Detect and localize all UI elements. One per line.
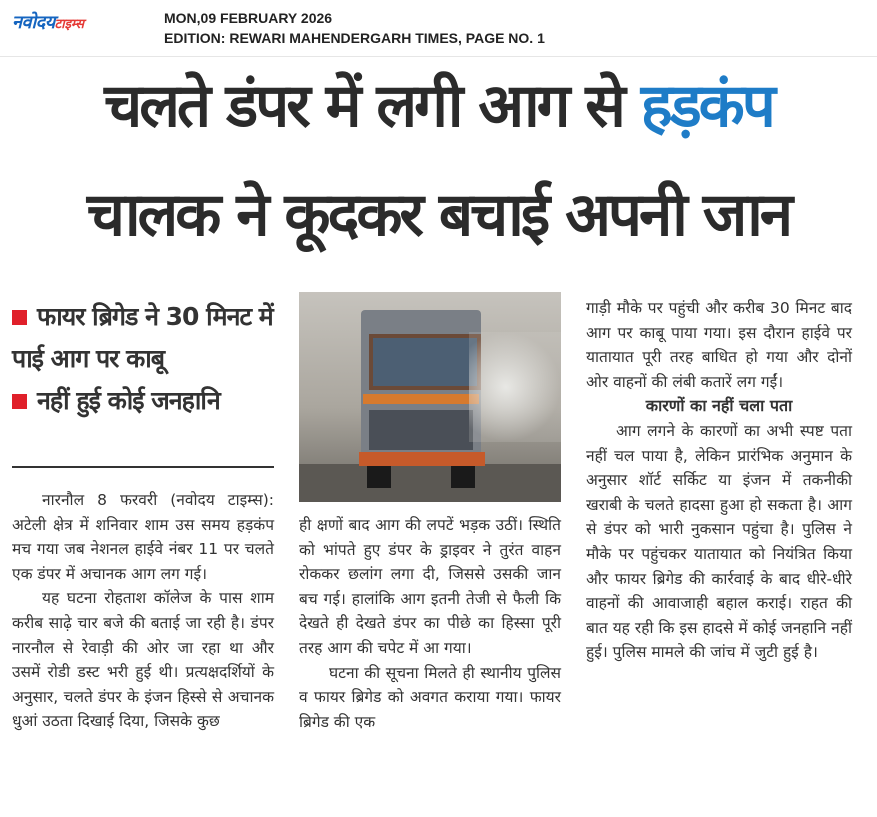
logo-sub-text: टाइम्स [54, 17, 84, 32]
article-paragraph: घटना की सूचना मिलते ही स्थानीय पुलिस व फायर ब्रिगेड को अवगत कराया गया। फायर ब्रिगेड की एक [299, 663, 561, 731]
truck-grill [369, 410, 473, 450]
headline-highlight: हड़कंप [640, 71, 773, 141]
headline-line-1 [0, 64, 877, 148]
red-square-bullet-icon [12, 310, 27, 325]
truck-bumper [359, 452, 485, 466]
highlight-text: फायर ब्रिगेड ने 30 मिनट में पाई आग पर काबू [12, 302, 273, 373]
headline-line-2: चालक ने कूदकर बचाई अपनी जान [86, 180, 791, 250]
page-header [0, 0, 877, 57]
edition-line: EDITION: REWARI MAHENDERGARH TIMES, PAGE NO. 1 [164, 30, 545, 46]
highlight-item [12, 380, 274, 422]
headline-line-1-text: चलते डंपर में लगी आग से [104, 71, 641, 141]
article-paragraph: नारनौल 8 फरवरी (नवोदय टाइम्स): अटेली क्षेत्र में शनिवार शाम उस समय हड़कंप मच गया जब नेशनल हाईवे नंबर 11 पर चलते एक डंपर में अचानक आग लग गई। [12, 491, 274, 583]
highlights-divider [12, 466, 274, 468]
highlights-box [12, 296, 274, 422]
edition-meta [164, 8, 545, 48]
article-paragraph: गाड़ी मौके पर पहुंची और करीब 30 मिनट बाद आग पर काबू पाया गया। इस दौरान हाईवे पर यातायात पूरी तरह बाधित हो गया और दोनों ओर वाहनों की लंबी कतारें लग गईं। [586, 299, 852, 391]
newspaper-logo[interactable] [12, 10, 84, 34]
article-column-2 [299, 513, 561, 734]
truck-wheel [451, 466, 475, 488]
news-photo [299, 292, 561, 502]
article-paragraph: यह घटना रोहताश कॉलेज के पास शाम करीब साढ़े चार बजे की बताई जा रही है। डंपर नारनौल से रेवाड़ी की ओर जा रहा था और उसमें रोडी डस्ट भरी हुई थी। प्रत्यक्षदर्शियों के अनुसार, चलते डंपर के इंजन हिस्से से अचानक धुआं उठता दिखाई दिया, जिसके कुछ [12, 589, 274, 731]
article-column-3 [586, 296, 852, 665]
article-paragraph: आग लगने के कारणों का अभी स्पष्ट पता नहीं चल पाया है, लेकिन प्रारंभिक अनुमान के अनुसार शॉर्ट सर्किट या इंजन में तकनीकी खराबी के चलते हादसा हुआ हो सकता है। आग से डंपर को भारी नुकसान पहुंचा है। पुलिस ने मौके पर पहुंचकर यातायात को नियंत्रित किया और फायर ब्रिगेड की कार्रवाई के बाद धीरे-धीरे वाहनों की आवाजाही बहाल कराई। राहत की बात यह रही कि इस हादसे में कोई जनहानि नहीं हुई। पुलिस मामले की जांच में जुटी हुई है। [586, 421, 852, 662]
red-square-bullet-icon [12, 394, 27, 409]
truck-wheel [367, 466, 391, 488]
road-shape [299, 464, 561, 502]
smoke-shape [469, 332, 561, 442]
article-subheading: कारणों का नहीं चला पता [645, 396, 793, 416]
highlight-text: नहीं हुई कोई जनहानि [37, 386, 220, 415]
article-column-1 [12, 488, 274, 734]
truck-windshield [369, 334, 481, 390]
article-paragraph: ही क्षणों बाद आग की लपटें भड़क उठीं। स्थिति को भांपते हुए डंपर के ड्राइवर ने तुरंत वाहन रोककर छलांग लगा दी, जिससे उसकी जान बच गई। हालांकि आग इतनी तेजी से फैली कि देखते ही देखते डंपर का पीछे का हिस्सा पूरी तरह आग की चपेट में आ गया। [299, 516, 561, 657]
truck-stripe [363, 394, 479, 404]
highlight-item [12, 296, 274, 380]
logo-main-text: नवोदय [12, 12, 55, 33]
date-line: MON,09 FEBRUARY 2026 [164, 10, 333, 26]
